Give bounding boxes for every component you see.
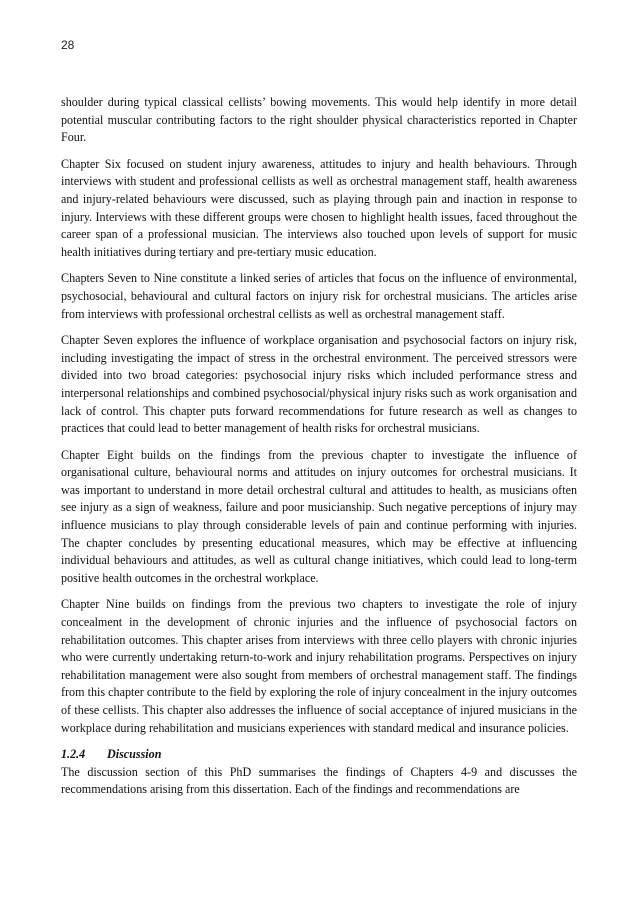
section-title: Discussion [107, 747, 162, 762]
body-text [61, 94, 577, 799]
section-heading [61, 746, 577, 764]
paragraph: Chapter Seven explores the influence of workplace organisation and psychosocial factors on injury risk, including investigating the impact of stress in the orchestral environment. The perceived stressors were divided into two broad categories: psychosocial injury risks which included performance stress and interpersonal relationships and combined psychosocial/physical injury risks such as work organisation and lack of control. This chapter puts forward recommendations for future research as well as changes to practices that could lead to better management of health risks for orchestral musicians. [61, 333, 577, 436]
paragraph: Chapter Six focused on student injury awareness, attitudes to injury and health behaviours. Through interviews with student and professional cellists as well as orchestral management staff, health awareness and injury-related behaviours were discussed, such as playing through pain and inaction in response to injury. Interviews with these different groups were chosen to highlight health issues, faced throughout the career span of a professional musician. The interviews also touched upon levels of support for music health initiatives during tertiary and pre-tertiary music education. [61, 156, 577, 259]
section-number: 1.2.4 [61, 747, 86, 762]
paragraph: Chapters Seven to Nine constitute a linked series of articles that focus on the influence of environmental, psychosocial, behavioural and cultural factors on injury risk for orchestral musicians. The articles arise from interviews with professional orchestral cellists as well as orchestral management staff. [61, 271, 577, 321]
paragraph: shoulder during typical classical cellists’ bowing movements. This would help identify in more detail potential muscular contributing factors to the right shoulder physical characteristics reported in Chapter Four. [61, 95, 577, 145]
paragraph: Chapter Nine builds on findings from the previous two chapters to investigate the role of injury concealment in the development of chronic injuries and the influence of psychosocial factors on rehabilitation outcomes. This chapter arises from interviews with three cello players with chronic injuries who were currently undertaking return-to-work and injury rehabilitation programs. Perspectives on injury rehabilitation management were also sought from members of orchestral management staff. The findings from this chapter contribute to the field by exploring the role of injury concealment in the injury outcomes of these cellists. This chapter also addresses the influence of social acceptance of injured musicians in the workplace during rehabilitation and musicians experiences with standard medical and insurance policies. [61, 597, 577, 735]
page-number: 28 [61, 38, 75, 52]
paragraph: Chapter Eight builds on the findings from the previous chapter to investigate the influence of organisational culture, behavioural norms and attitudes on injury outcomes for orchestral musicians. It was important to understand in more detail orchestral cultural and attitudes to health, as musicians often see injury as a sign of weakness, failure and poor musicianship. Such negative perceptions of injury may influence musicians to play through considerable levels of pain and continue performing with injuries. The chapter concludes by presenting educational measures, which may be effective at influencing individual behaviours and attitudes, as well as cultural change initiatives, which could lead to long-term positive health outcomes in the orchestral workplace. [61, 447, 577, 585]
section-paragraph: The discussion section of this PhD summarises the findings of Chapters 4-9 and discusses the recommendations arising from this dissertation. Each of the findings and recommendations are [61, 764, 577, 797]
